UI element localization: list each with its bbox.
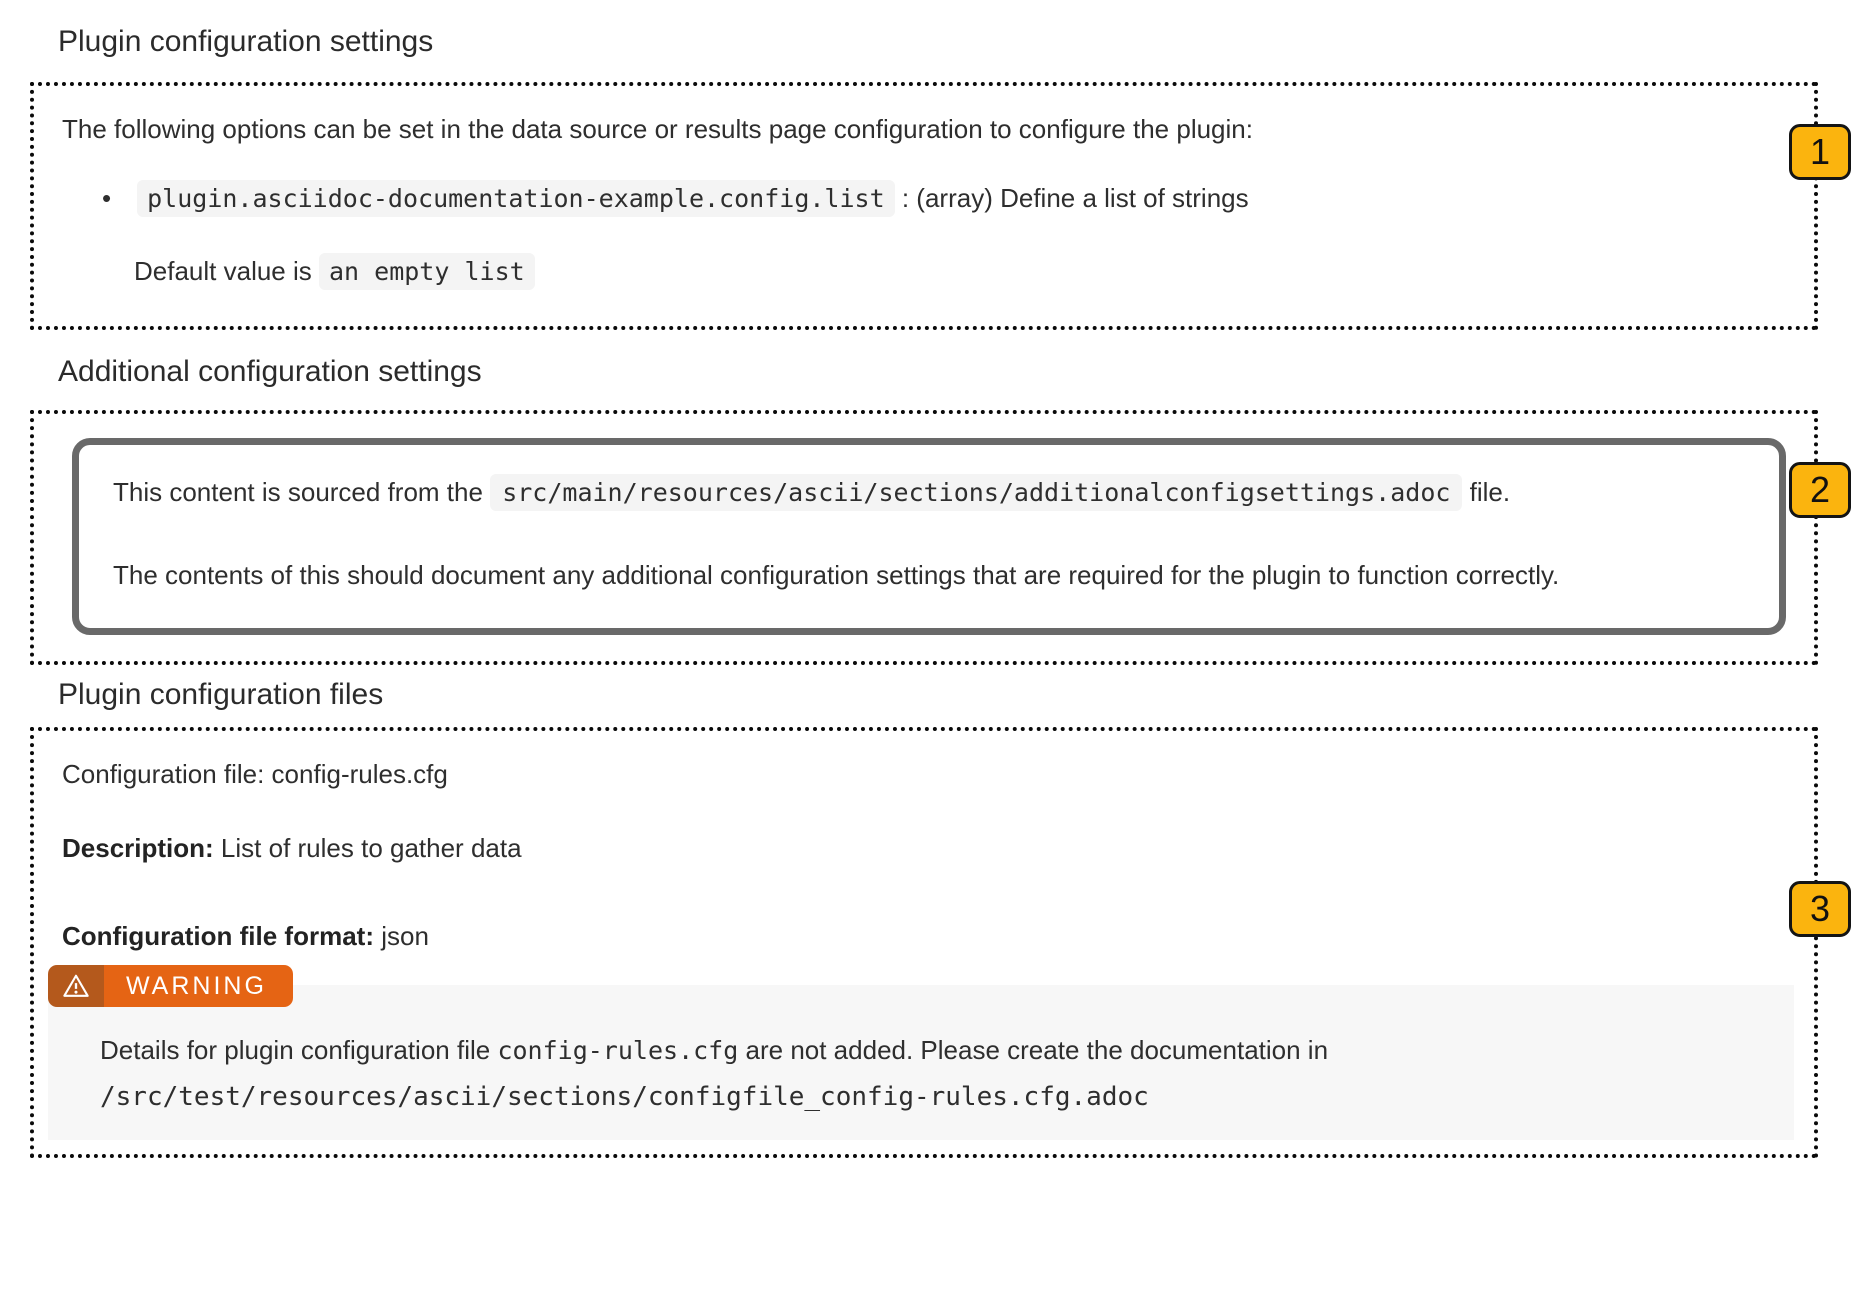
example-block — [72, 438, 1786, 635]
annotated-region-3 — [30, 727, 1818, 1158]
warning-badge-label: WARNING — [104, 965, 293, 1007]
plugin-options-intro: The following options can be set in the data source or results page configuration to configure the plugin: — [62, 114, 1253, 144]
example-paragraph-source — [113, 467, 1745, 518]
warning-admonition — [48, 965, 1794, 1140]
file-format-line — [62, 919, 1788, 953]
annotated-region-2 — [30, 410, 1818, 665]
warning-message-line-1 — [100, 1033, 1764, 1068]
config-option-code: plugin.asciidoc-documentation-example.config.list — [137, 180, 895, 217]
warning-config-file-code: config-rules.cfg — [497, 1036, 739, 1065]
warning-content — [48, 985, 1794, 1140]
description-value: List of rules to gather data — [220, 833, 522, 863]
example-paragraph-purpose: The contents of this should document any additional configuration settings that are required for the plugin to function correctly. — [113, 560, 1560, 590]
example-source-suffix: file. — [1469, 477, 1511, 507]
warning-message-prefix: Details for plugin configuration file — [100, 1035, 491, 1065]
annotation-callout-1: 1 — [1789, 124, 1851, 180]
configuration-file-line: Configuration file: config-rules.cfg — [62, 759, 448, 789]
config-option-description: : (array) Define a list of strings — [901, 183, 1249, 213]
description-line — [62, 831, 1788, 865]
warning-badge — [48, 965, 293, 1007]
section-title-additional-configuration-settings: Additional configuration settings — [58, 355, 482, 388]
bullet-icon: • — [102, 183, 112, 213]
description-label: Description: — [62, 833, 214, 863]
annotation-callout-3: 3 — [1789, 881, 1851, 937]
example-source-prefix: This content is sourced from the — [113, 477, 483, 507]
file-format-value: json — [381, 921, 429, 951]
default-value-label: Default value is — [134, 256, 312, 286]
config-option-text — [137, 180, 1249, 217]
default-value-code: an empty list — [319, 253, 535, 290]
config-option-list-item — [102, 180, 1784, 217]
example-source-path-code: src/main/resources/ascii/sections/additionalconfigsettings.adoc — [490, 474, 1462, 511]
warning-doc-path-code: /src/test/resources/ascii/sections/configfile_config-rules.cfg.adoc — [100, 1082, 1149, 1112]
annotated-region-1 — [30, 82, 1818, 330]
annotation-callout-2: 2 — [1789, 462, 1851, 518]
warning-message-suffix: are not added. Please create the documentation in — [745, 1035, 1329, 1065]
default-value-line — [134, 253, 1784, 290]
section-title-plugin-configuration-files: Plugin configuration files — [58, 678, 384, 711]
warning-icon — [48, 965, 104, 1007]
section-title-plugin-configuration-settings: Plugin configuration settings — [58, 25, 434, 58]
file-format-label: Configuration file format: — [62, 921, 374, 951]
